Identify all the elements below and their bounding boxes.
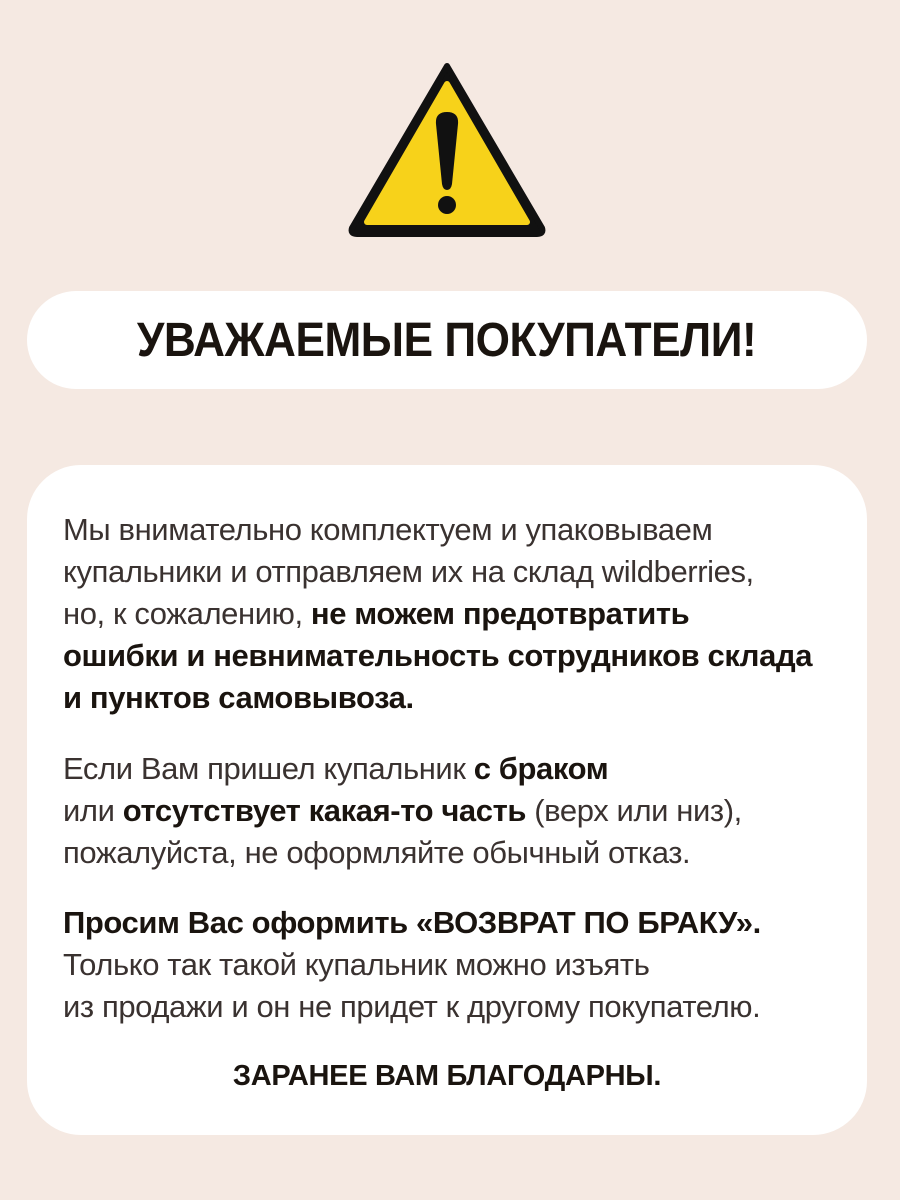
paragraph-packaging	[63, 509, 863, 719]
title-banner	[27, 291, 867, 389]
emphasis-text: с браком	[473, 751, 609, 786]
text-line: Только так такой купальник можно изъять	[63, 947, 650, 982]
text-line: пожалуйста, не оформляйте обычный отказ.	[63, 835, 691, 870]
paragraph-return	[63, 902, 863, 1028]
emphasis-line: и пунктов самовывоза.	[63, 680, 414, 715]
thanks-message: ЗАРАНЕЕ ВАМ БЛАГОДАРНЫ.	[232, 1060, 662, 1092]
emphasis-line: ошибки и невнимательность сотрудников склада	[63, 638, 813, 673]
text-line: из продажи и он не придет к другому покупателю.	[63, 989, 761, 1024]
text-line	[63, 790, 863, 832]
text-line	[63, 593, 863, 635]
message-card	[27, 465, 867, 1135]
emphasis-line: Просим Вас оформить «ВОЗВРАТ ПО БРАКУ».	[63, 905, 761, 940]
text-line: Мы внимательно комплектуем и упаковываем	[63, 512, 713, 547]
text-line: купальники и отправляем их на склад wildberries,	[63, 554, 754, 589]
warning-icon	[346, 60, 548, 238]
text-fragment: но, к сожалению,	[63, 596, 311, 631]
text-fragment: или	[63, 793, 123, 828]
emphasis-text: отсутствует какая-то часть	[122, 793, 527, 828]
text-line	[63, 748, 863, 790]
emphasis-text: не можем предотвратить	[310, 596, 690, 631]
text-fragment: Если Вам пришел купальник	[63, 751, 474, 786]
page-title: УВАЖАЕМЫЕ ПОКУПАТЕЛИ!	[137, 313, 757, 367]
text-fragment: (верх или низ),	[526, 793, 742, 828]
paragraph-defect	[63, 748, 863, 874]
